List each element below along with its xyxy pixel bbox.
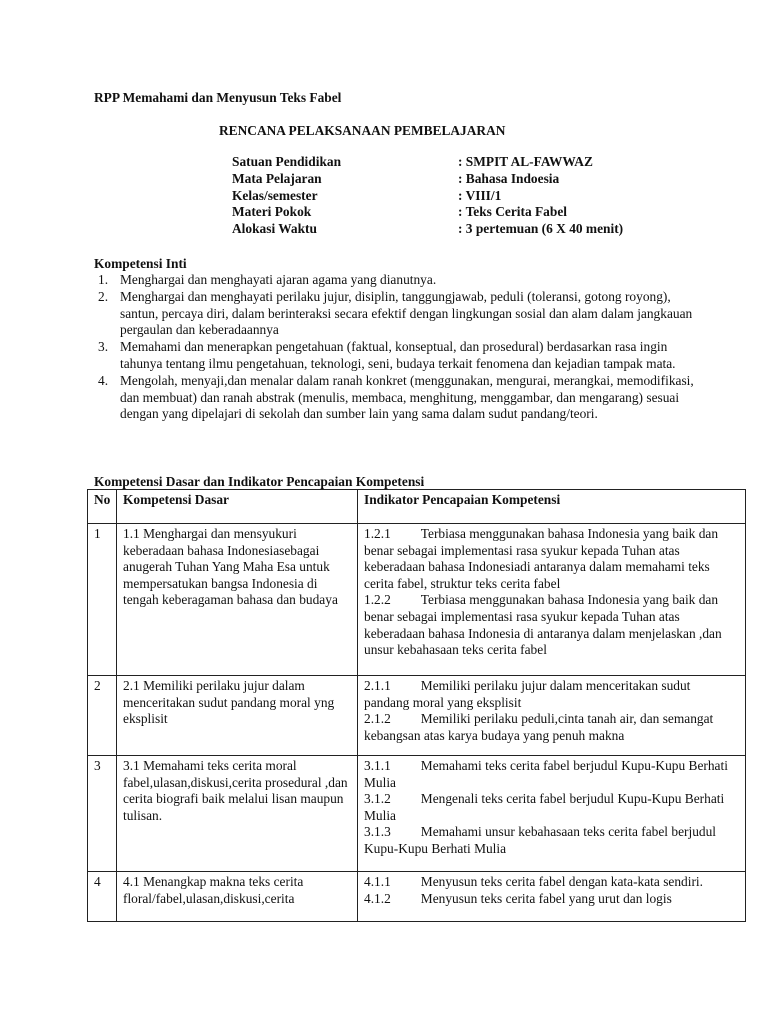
table-header-row: [88, 490, 746, 524]
row-kd: 2.1 Memiliki perilaku jujur dalam menceritakan sudut pandang moral yng eksplisit: [117, 676, 358, 756]
indicator-text: Mengenali teks cerita fabel berjudul Kupu-Kupu Berhati Mulia: [364, 791, 725, 823]
row-number: 2: [88, 676, 117, 756]
ki-list: [94, 272, 694, 423]
header-no: No: [88, 490, 117, 524]
header-kd: Kompetensi Dasar: [117, 490, 358, 524]
indicator: [364, 824, 739, 857]
ki-number: 2.: [98, 288, 109, 304]
identity-row: [232, 221, 623, 238]
indicator-code: 3.1.1: [364, 758, 391, 773]
row-indicators: [358, 676, 746, 756]
ki-text: Mengolah, menyaji,dan menalar dalam ranah konkret (menggunakan, mengurai, merangkai, memodifikasi, dan membuat) dan ranah abstrak (menulis, membaca, menghitung, menggambar, dan mengarang) sesuai dengan yang dipelajari di sekolah dan sumber lain yang sama dalam sudut pandang/teori.: [120, 372, 694, 422]
indicator: [364, 678, 739, 711]
identity-key: Mata Pelajaran: [232, 170, 322, 186]
identity-value: : SMPIT AL-FAWWAZ: [458, 154, 593, 169]
document-title: RPP Memahami dan Menyusun Teks Fabel: [94, 90, 342, 105]
ki-item: [94, 339, 694, 373]
row-number: 1: [88, 524, 117, 676]
ki-item: [94, 272, 694, 289]
identity-value: : 3 pertemuan (6 X 40 menit): [458, 221, 624, 237]
indicator: [364, 711, 739, 744]
ki-item: [94, 289, 694, 339]
identity-value: : Teks Cerita Fabel: [458, 204, 567, 220]
ki-number: 1.: [98, 272, 109, 287]
competency-table: [87, 489, 746, 922]
indicator-code: 1.2.1: [364, 526, 391, 541]
identity-row: [232, 154, 623, 171]
ki-number: 4.: [98, 372, 109, 388]
kd-heading: Kompetensi Dasar dan Indikator Pencapaian Kompetensi: [94, 474, 425, 489]
identity-key: Kelas/semester: [232, 187, 318, 203]
indicator: [364, 791, 739, 824]
row-number: 4: [88, 872, 117, 922]
indicator-code: 3.1.2: [364, 791, 391, 807]
ki-number: 3.: [98, 339, 109, 355]
indicator-text: Menyusun teks cerita fabel dengan kata-kata sendiri.: [420, 874, 703, 889]
ki-text: Memahami dan menerapkan pengetahuan (faktual, konseptual, dan prosedural) berdasarkan rasa ingin tahunya tentang ilmu pengetahuan, teknologi, seni, budaya terkait fenomena dan kejadian tampak mata.: [120, 339, 676, 371]
identity-row: [232, 171, 623, 188]
indicator-code: 2.1.2: [364, 711, 391, 727]
indicator-code: 3.1.3: [364, 824, 391, 840]
indicator-code: 2.1.1: [364, 678, 391, 693]
identity-table: [232, 154, 623, 238]
ki-text: Menghargai dan menghayati perilaku jujur, disiplin, tanggungjawab, peduli (toleransi, gotong royong), santun, percaya diri, dalam berinteraksi secara efektif dengan lingkungan sosial dan alam dalam jangkauan pergaulan dan keberadaannya: [120, 288, 693, 338]
indicator-code: 1.2.2: [364, 592, 391, 608]
indicator: [364, 592, 739, 658]
table-row: [88, 676, 746, 756]
indicator: [364, 891, 739, 908]
identity-key: Alokasi Waktu: [232, 221, 317, 237]
identity-value: : Bahasa Indoesia: [458, 170, 560, 186]
row-number: 3: [88, 756, 117, 872]
ki-heading: Kompetensi Inti: [94, 256, 187, 271]
table-row: [88, 756, 746, 872]
identity-value: : VIII/1: [458, 187, 502, 203]
header-indicator: Indikator Pencapaian Kompetensi: [358, 490, 746, 524]
indicator: [364, 526, 739, 592]
indicator-text: Terbiasa menggunakan bahasa Indonesia yang baik dan benar sebagai implementasi rasa syukur kepada Tuhan atas keberadaan bahasa Indonesia di antaranya dalam menjelaskan ,dan unsur kebahasaan teks cerita fabel: [364, 592, 722, 658]
indicator-text: Menyusun teks cerita fabel yang urut dan logis: [420, 890, 672, 906]
indicator-text: Memahami teks cerita fabel berjudul Kupu-Kupu Berhati Mulia: [364, 758, 728, 790]
row-kd: 1.1 Menghargai dan mensyukuri keberadaan bahasa Indonesiasebagai anugerah Tuhan Yang Maha Esa untuk mempersatukan bangsa Indonesia di tengah keberagaman bahasa dan budaya: [117, 524, 358, 676]
indicator-text: Terbiasa menggunakan bahasa Indonesia yang baik dan benar sebagai implementasi rasa syukur kepada Tuhan atas keberadaan bahasa Indonesiadi antaranya dalam memahami teks cerita fabel, struktur teks cerita fabel: [364, 526, 719, 591]
row-indicators: [358, 872, 746, 922]
row-indicators: [358, 756, 746, 872]
indicator-text: Memiliki perilaku jujur dalam menceritakan sudut pandang moral yang eksplisit: [364, 678, 691, 710]
plan-title: RENCANA PELAKSANAAN PEMBELAJARAN: [219, 123, 506, 138]
row-kd: 3.1 Memahami teks cerita moral fabel,ulasan,diskusi,cerita prosedural ,dan cerita biografi baik melalui lisan maupun tulisan.: [117, 756, 358, 872]
indicator-code: 4.1.1: [364, 874, 391, 889]
ki-item: [94, 373, 694, 423]
table-row: [88, 872, 746, 922]
identity-row: [232, 188, 623, 205]
row-kd: 4.1 Menangkap makna teks cerita floral/fabel,ulasan,diskusi,cerita: [117, 872, 358, 922]
identity-key: Materi Pokok: [232, 204, 312, 220]
indicator-code: 4.1.2: [364, 890, 391, 906]
row-indicators: [358, 524, 746, 676]
identity-key: Satuan Pendidikan: [232, 154, 342, 169]
indicator-text: Memiliki perilaku peduli,cinta tanah air, dan semangat kebangsan atas karya budaya yang penuh makna: [364, 711, 714, 743]
identity-row: [232, 204, 623, 221]
table-row: [88, 524, 746, 676]
indicator-text: Memahami unsur kebahasaan teks cerita fabel berjudul Kupu-Kupu Berhati Mulia: [364, 824, 717, 856]
indicator: [364, 874, 739, 891]
indicator: [364, 758, 739, 791]
ki-text: Menghargai dan menghayati ajaran agama yang dianutnya.: [120, 272, 437, 287]
